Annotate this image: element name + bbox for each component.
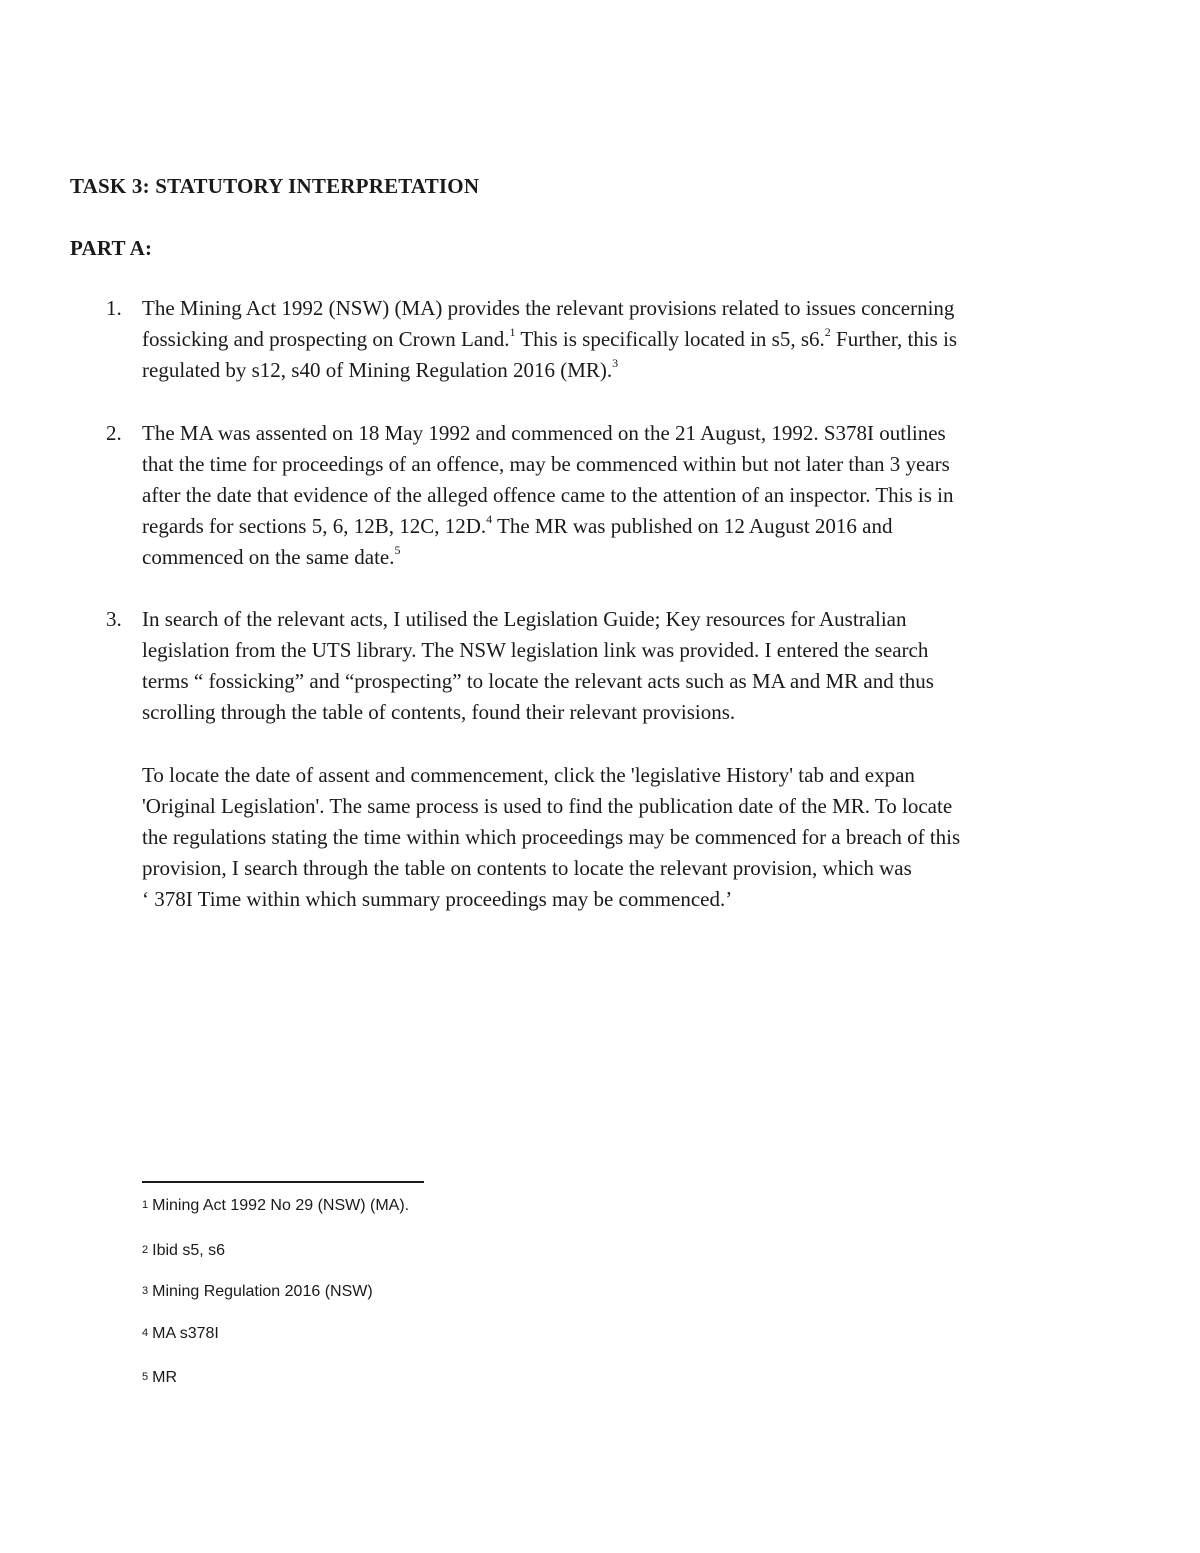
paragraph-line — [142, 542, 1082, 573]
paragraph-line: ‘ 378I Time within which summary proceedings may be commenced.’ — [142, 887, 733, 911]
list-item-body — [142, 604, 1082, 728]
text-run: commenced on the same date. — [142, 545, 395, 569]
footnote-text: MA s378I — [152, 1325, 219, 1342]
footnote-ref: 2 — [824, 325, 831, 339]
list-item-body — [142, 293, 1082, 386]
footnote-number: 3 — [142, 1285, 149, 1297]
paragraph-line: In search of the relevant acts, I utilised the Legislation Guide; Key resources for Australian — [142, 607, 907, 631]
footnote-text: MR — [152, 1369, 178, 1386]
footnote-ref: 1 — [509, 325, 516, 339]
paragraph-line: provision, I search through the table on contents to locate the relevant provision, which was — [142, 856, 912, 880]
footnote-ref: 5 — [394, 543, 401, 557]
text-run: Further, this is — [830, 327, 958, 351]
paragraph-line: legislation from the UTS library. The NSW legislation link was provided. I entered the search — [142, 638, 929, 662]
paragraph-line: after the date that evidence of the alleged offence came to the attention of an inspector. This is in — [142, 483, 954, 507]
paragraph — [142, 760, 1082, 915]
footnote-separator — [142, 1181, 424, 1183]
part-heading: PART A: — [70, 236, 153, 260]
list-number: 1. — [106, 296, 122, 320]
footnote-text: Mining Act 1992 No 29 (NSW) (MA). — [152, 1197, 410, 1214]
paragraph-line: To locate the date of assent and commencement, click the 'legislative History' tab and expan — [142, 763, 915, 787]
footnote-number: 5 — [142, 1371, 149, 1383]
paragraph-line: scrolling through the table of contents, found their relevant provisions. — [142, 700, 736, 724]
paragraph-line — [142, 511, 1082, 542]
paragraph-line: terms “ fossicking” and “prospecting” to locate the relevant acts such as MA and MR and thus — [142, 669, 934, 693]
paragraph-line — [142, 355, 1082, 386]
footnote-ref: 3 — [612, 356, 619, 370]
footnote — [142, 1241, 225, 1261]
paragraph-line: The Mining Act 1992 (NSW) (MA) provides the relevant provisions related to issues concerning — [142, 296, 955, 320]
paragraph-line: that the time for proceedings of an offence, may be commenced within but not later than 3 years — [142, 452, 950, 476]
list-number: 2. — [106, 421, 122, 445]
footnote — [142, 1324, 219, 1344]
footnote-text: Mining Regulation 2016 (NSW) — [152, 1283, 373, 1300]
footnote-text: Ibid s5, s6 — [152, 1242, 226, 1259]
text-run: The MR was published on 12 August 2016 and — [492, 514, 893, 538]
list-item-body — [142, 418, 1082, 573]
text-run: regards for sections 5, 6, 12B, 12C, 12D. — [142, 514, 487, 538]
footnote — [142, 1196, 409, 1216]
text-run: fossicking and prospecting on Crown Land. — [142, 327, 510, 351]
text-run: regulated by s12, s40 of Mining Regulation 2016 (MR). — [142, 358, 613, 382]
paragraph-line: 'Original Legislation'. The same process is used to find the publication date of the MR. To locate — [142, 794, 953, 818]
paragraph-line: The MA was assented on 18 May 1992 and commenced on the 21 August, 1992. S378I outlines — [142, 421, 946, 445]
footnote-number: 2 — [142, 1244, 149, 1256]
text-run: This is specifically located in s5, s6. — [515, 327, 825, 351]
list-number: 3. — [106, 607, 122, 631]
paragraph-line: the regulations stating the time within which proceedings may be commenced for a breach of this — [142, 825, 961, 849]
footnote-number: 4 — [142, 1327, 149, 1339]
document-title: TASK 3: STATUTORY INTERPRETATION — [70, 174, 480, 198]
footnote — [142, 1282, 373, 1302]
footnote-number: 1 — [142, 1199, 149, 1211]
footnote — [142, 1368, 177, 1388]
footnote-ref: 4 — [486, 512, 493, 526]
paragraph-line — [142, 324, 1082, 355]
